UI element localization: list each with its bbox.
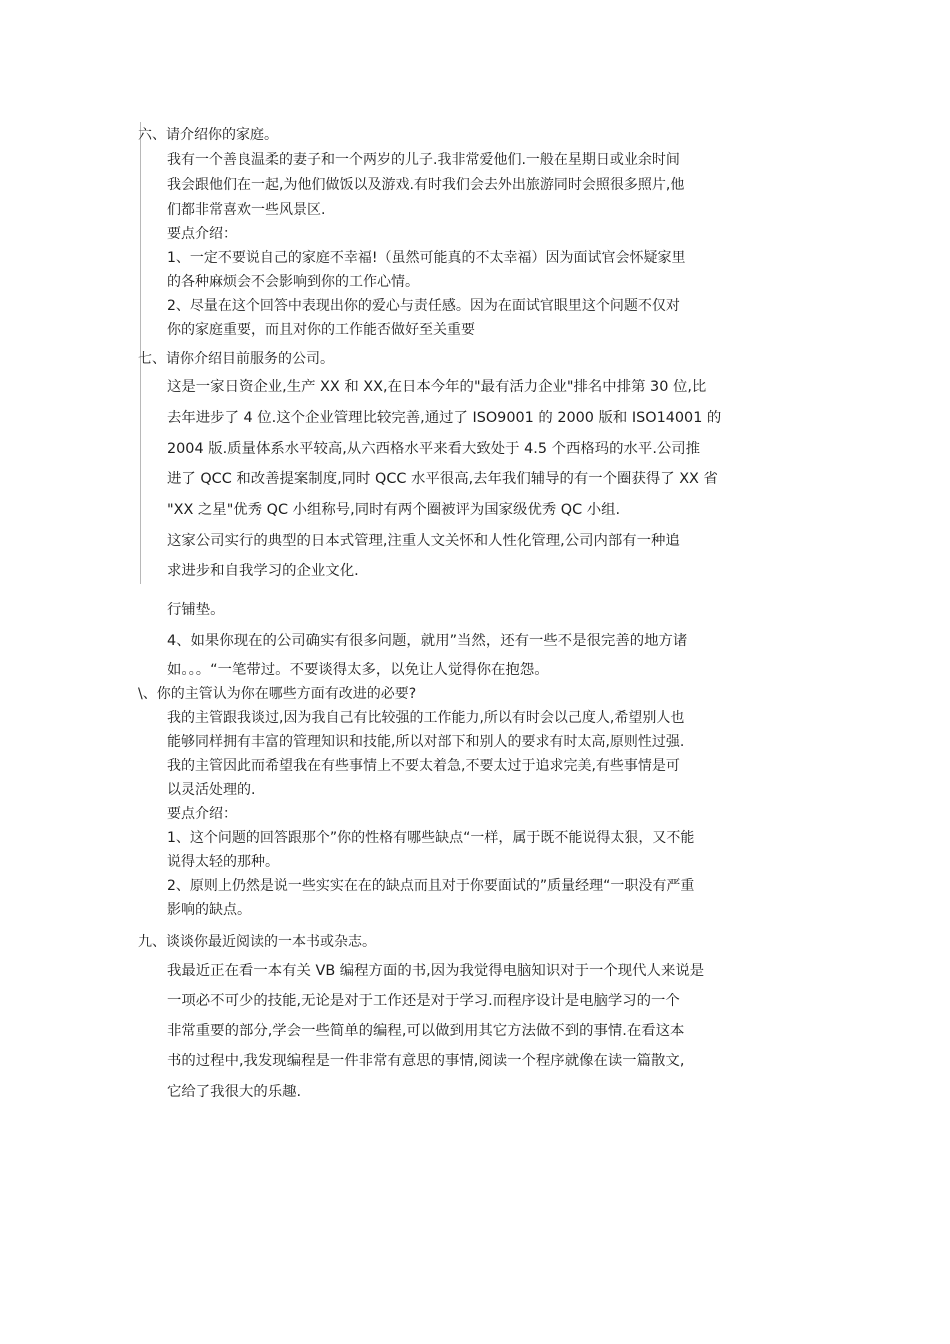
- section6-points-label: 要点介绍：: [167, 226, 237, 242]
- section8-point-line: 影响的缺点。: [167, 902, 251, 918]
- section8-answer-line: 我的主管因此而希望我在有些事情上不要太着急,不要太过于追求完美,有些事情是可: [167, 758, 680, 774]
- section6-point-line: 2、尽量在这个回答中表现出你的爱心与责任感。因为在面试官眼里这个问题不仅对: [167, 298, 680, 314]
- section7-heading: 七、请你介绍目前服务的公司。: [138, 351, 334, 367]
- section9-answer-line: 非常重要的部分,学会一些简单的编程,可以做到用其它方法做不到的事情.在看这本: [167, 1023, 685, 1039]
- section6-answer-line: 我会跟他们在一起,为他们做饭以及游戏.有时我们会去外出旅游同时会照很多照片,他: [167, 177, 685, 193]
- fragment-line: 如。。。“一笔带过。不要谈得太多，以免让人觉得你在抱怨。: [167, 662, 549, 678]
- section8-point-line: 1、这个问题的回答跟那个”你的性格有哪些缺点“一样，属于既不能说得太狠，又不能: [167, 830, 695, 846]
- section8-heading: \、你的主管认为你在哪些方面有改进的必要?: [138, 686, 417, 702]
- section6-point-line: 的各种麻烦会不会影响到你的工作心情。: [167, 274, 419, 290]
- section9-answer-line: 一项必不可少的技能,无论是对于工作还是对于学习.而程序设计是电脑学习的一个: [167, 993, 680, 1009]
- section8-point-line: 说得太轻的那种。: [167, 854, 279, 870]
- fragment-line: 4、如果你现在的公司确实有很多问题，就用”当然，还有一些不是很完善的地方诸: [167, 633, 688, 649]
- section6-heading: 六、请介绍你的家庭。: [138, 127, 278, 143]
- fragment-line: 行铺垫。: [167, 602, 225, 618]
- section9-heading: 九、谈谈你最近阅读的一本书或杂志。: [138, 934, 376, 950]
- section8-answer-line: 能够同样拥有丰富的管理知识和技能,所以对部下和别人的要求有时太高,原则性过强.: [167, 734, 685, 750]
- section8-answer-line: 以灵活处理的.: [167, 782, 256, 798]
- section6-answer-line: 我有一个善良温柔的妻子和一个两岁的儿子.我非常爱他们.一般在星期日或业余时间: [167, 152, 680, 168]
- section9-answer-line: 它给了我很大的乐趣.: [167, 1084, 302, 1100]
- section7-answer-line: 这家公司实行的典型的日本式管理,注重人文关怀和人性化管理,公司内部有一种追: [167, 533, 680, 549]
- section7-answer-line: 求进步和自我学习的企业文化.: [167, 563, 359, 579]
- section6-point-line: 你的家庭重要，而且对你的工作能否做好至关重要: [167, 322, 475, 338]
- section8-point-line: 2、原则上仍然是说一些实实在在的缺点而且对于你要面试的”质量经理“一职没有严重: [167, 878, 695, 894]
- section7-answer-line: 去年进步了 4 位.这个企业管理比较完善,通过了 ISO9001 的 2000 版和 ISO14001 的: [167, 410, 722, 426]
- section9-answer-line: 书的过程中,我发现编程是一件非常有意思的事情,阅读一个程序就像在读一篇散文,: [167, 1053, 685, 1069]
- section7-answer-line: 进了 QCC 和改善提案制度,同时 QCC 水平很高,去年我们辅导的有一个圈获得了 XX 省: [167, 471, 718, 487]
- section6-point-line: 1、一定不要说自己的家庭不幸福!（虽然可能真的不太幸福）因为面试官会怀疑家里: [167, 250, 686, 266]
- section8-points-label: 要点介绍：: [167, 806, 237, 822]
- section6-answer-line: 们都非常喜欢一些风景区.: [167, 202, 326, 218]
- section7-answer-line: "XX 之星"优秀 QC 小组称号,同时有两个圈被评为国家级优秀 QC 小组.: [167, 502, 621, 518]
- section7-answer-line: 2004 版.质量体系水平较高,从六西格水平来看大致处于 4.5 个西格玛的水平.公司推: [167, 441, 701, 457]
- section9-answer-line: 我最近正在看一本有关 VB 编程方面的书,因为我觉得电脑知识对于一个现代人来说是: [167, 963, 705, 979]
- section7-answer-line: 这是一家日资企业,生产 XX 和 XX,在日本今年的"最有活力企业"排名中排第 30 位,比: [167, 379, 707, 395]
- section8-answer-line: 我的主管跟我谈过,因为我自己有比较强的工作能力,所以有时会以己度人,希望别人也: [167, 710, 685, 726]
